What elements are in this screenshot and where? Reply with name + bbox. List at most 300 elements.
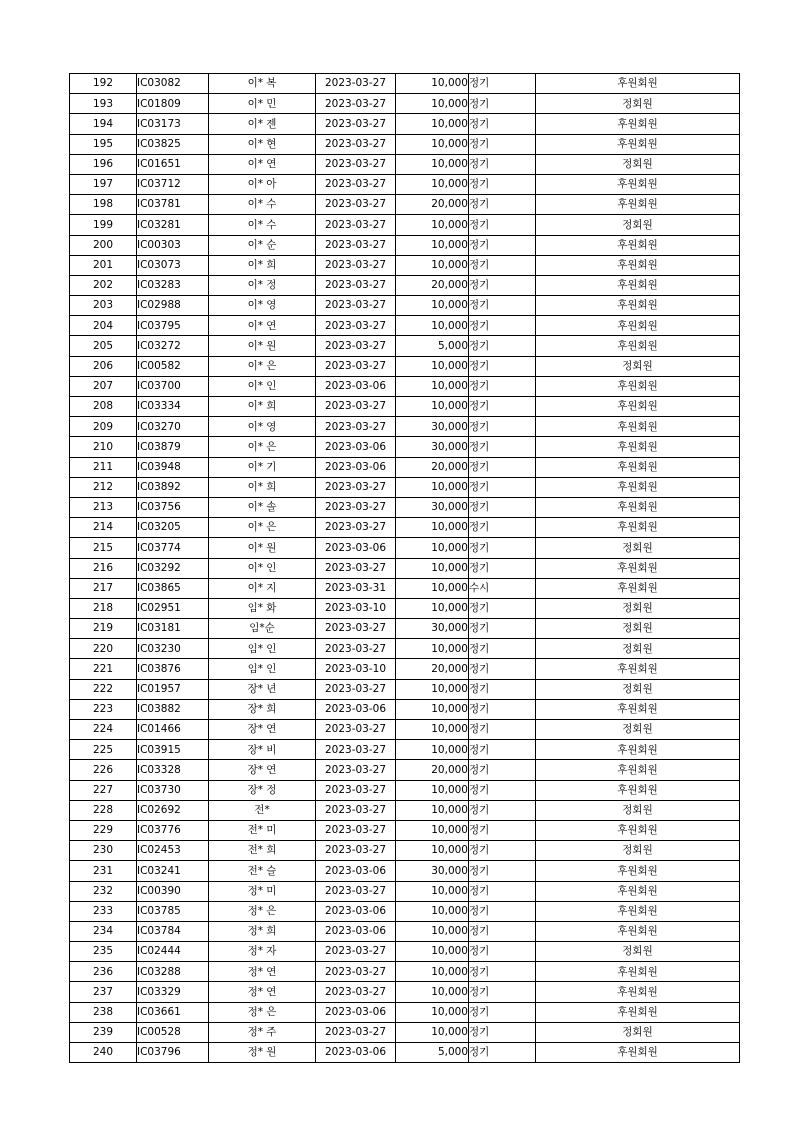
member-id-cell: IC01809 xyxy=(137,94,209,114)
member-id-cell: IC02951 xyxy=(137,598,209,618)
table-row xyxy=(70,720,740,740)
donation-type-cell: 정기 xyxy=(469,94,536,114)
member-id-cell: IC03329 xyxy=(137,982,209,1002)
member-id-cell: IC03272 xyxy=(137,336,209,356)
table-row xyxy=(70,94,740,114)
row-number-cell: 216 xyxy=(70,558,137,578)
row-number-cell: 234 xyxy=(70,921,137,941)
member-name-cell: 이* 연 xyxy=(209,154,316,174)
member-class-cell: 후원회원 xyxy=(536,174,740,194)
donation-date-cell: 2023-03-27 xyxy=(316,74,396,94)
donation-type-cell: 정기 xyxy=(469,154,536,174)
table-body xyxy=(70,74,740,1063)
table-row xyxy=(70,397,740,417)
table-row xyxy=(70,174,740,194)
member-class-cell: 정회원 xyxy=(536,942,740,962)
table-row xyxy=(70,982,740,1002)
table-row xyxy=(70,477,740,497)
donation-type-cell: 정기 xyxy=(469,134,536,154)
donation-date-cell: 2023-03-06 xyxy=(316,437,396,457)
donation-date-cell: 2023-03-27 xyxy=(316,740,396,760)
member-name-cell: 이* 복 xyxy=(209,74,316,94)
donation-date-cell: 2023-03-27 xyxy=(316,397,396,417)
row-number-cell: 229 xyxy=(70,820,137,840)
donation-amount-cell: 10,000 xyxy=(396,316,469,336)
donation-date-cell: 2023-03-06 xyxy=(316,861,396,881)
member-id-cell: IC03073 xyxy=(137,255,209,275)
row-number-cell: 211 xyxy=(70,457,137,477)
donation-type-cell: 정기 xyxy=(469,417,536,437)
donation-type-cell: 정기 xyxy=(469,881,536,901)
member-id-cell: IC03292 xyxy=(137,558,209,578)
donation-amount-cell: 20,000 xyxy=(396,457,469,477)
member-id-cell: IC03876 xyxy=(137,659,209,679)
donation-date-cell: 2023-03-27 xyxy=(316,255,396,275)
member-name-cell: 이* 연 xyxy=(209,316,316,336)
table-row xyxy=(70,356,740,376)
donation-type-cell: 정기 xyxy=(469,659,536,679)
row-number-cell: 224 xyxy=(70,720,137,740)
donation-type-cell: 정기 xyxy=(469,760,536,780)
member-id-cell: IC03948 xyxy=(137,457,209,477)
donation-amount-cell: 10,000 xyxy=(396,841,469,861)
donation-type-cell: 정기 xyxy=(469,1022,536,1042)
member-class-cell: 후원회원 xyxy=(536,275,740,295)
row-number-cell: 214 xyxy=(70,518,137,538)
member-id-cell: IC03230 xyxy=(137,639,209,659)
donation-type-cell: 정기 xyxy=(469,841,536,861)
donation-type-cell: 정기 xyxy=(469,639,536,659)
donation-type-cell: 정기 xyxy=(469,679,536,699)
table-row xyxy=(70,861,740,881)
member-name-cell: 이* 민 xyxy=(209,94,316,114)
table-row xyxy=(70,437,740,457)
member-name-cell: 이* 원 xyxy=(209,336,316,356)
donation-amount-cell: 10,000 xyxy=(396,356,469,376)
donation-date-cell: 2023-03-27 xyxy=(316,800,396,820)
row-number-cell: 235 xyxy=(70,942,137,962)
member-class-cell: 후원회원 xyxy=(536,518,740,538)
row-number-cell: 219 xyxy=(70,619,137,639)
member-name-cell: 이* 젠 xyxy=(209,114,316,134)
member-id-cell: IC03281 xyxy=(137,215,209,235)
donation-type-cell: 정기 xyxy=(469,336,536,356)
table-row xyxy=(70,780,740,800)
table-row xyxy=(70,235,740,255)
donation-type-cell: 정기 xyxy=(469,820,536,840)
member-id-cell: IC03915 xyxy=(137,740,209,760)
member-name-cell: 이* 원 xyxy=(209,538,316,558)
donation-amount-cell: 10,000 xyxy=(396,699,469,719)
member-name-cell: 정* 은 xyxy=(209,1002,316,1022)
row-number-cell: 239 xyxy=(70,1022,137,1042)
row-number-cell: 210 xyxy=(70,437,137,457)
member-class-cell: 후원회원 xyxy=(536,861,740,881)
donation-amount-cell: 10,000 xyxy=(396,134,469,154)
member-class-cell: 후원회원 xyxy=(536,114,740,134)
member-class-cell: 후원회원 xyxy=(536,376,740,396)
member-class-cell: 후원회원 xyxy=(536,195,740,215)
donation-amount-cell: 10,000 xyxy=(396,578,469,598)
donation-amount-cell: 10,000 xyxy=(396,901,469,921)
member-id-cell: IC03882 xyxy=(137,699,209,719)
donation-date-cell: 2023-03-27 xyxy=(316,235,396,255)
member-class-cell: 후원회원 xyxy=(536,780,740,800)
member-name-cell: 정* 은 xyxy=(209,901,316,921)
member-id-cell: IC03825 xyxy=(137,134,209,154)
table-row xyxy=(70,296,740,316)
member-class-cell: 후원회원 xyxy=(536,235,740,255)
row-number-cell: 232 xyxy=(70,881,137,901)
member-id-cell: IC03334 xyxy=(137,397,209,417)
donation-date-cell: 2023-03-27 xyxy=(316,820,396,840)
table-row xyxy=(70,619,740,639)
row-number-cell: 230 xyxy=(70,841,137,861)
table-row xyxy=(70,74,740,94)
member-class-cell: 정회원 xyxy=(536,538,740,558)
member-name-cell: 이* 순 xyxy=(209,235,316,255)
donation-date-cell: 2023-03-06 xyxy=(316,1002,396,1022)
donation-amount-cell: 10,000 xyxy=(396,174,469,194)
member-id-cell: IC03712 xyxy=(137,174,209,194)
member-class-cell: 후원회원 xyxy=(536,417,740,437)
table-row xyxy=(70,336,740,356)
table-row xyxy=(70,639,740,659)
member-class-cell: 후원회원 xyxy=(536,134,740,154)
donation-date-cell: 2023-03-27 xyxy=(316,881,396,901)
member-id-cell: IC03082 xyxy=(137,74,209,94)
donation-date-cell: 2023-03-27 xyxy=(316,497,396,517)
row-number-cell: 209 xyxy=(70,417,137,437)
member-class-cell: 후원회원 xyxy=(536,1043,740,1063)
member-name-cell: 이* 은 xyxy=(209,356,316,376)
table-row xyxy=(70,195,740,215)
member-class-cell: 후원회원 xyxy=(536,316,740,336)
row-number-cell: 208 xyxy=(70,397,137,417)
member-name-cell: 전* 희 xyxy=(209,841,316,861)
row-number-cell: 207 xyxy=(70,376,137,396)
row-number-cell: 220 xyxy=(70,639,137,659)
member-id-cell: IC03205 xyxy=(137,518,209,538)
donation-amount-cell: 10,000 xyxy=(396,1022,469,1042)
donation-date-cell: 2023-03-27 xyxy=(316,760,396,780)
donation-amount-cell: 30,000 xyxy=(396,497,469,517)
member-id-cell: IC01466 xyxy=(137,720,209,740)
donation-amount-cell: 20,000 xyxy=(396,760,469,780)
donation-date-cell: 2023-03-27 xyxy=(316,962,396,982)
table-row xyxy=(70,154,740,174)
member-class-cell: 후원회원 xyxy=(536,74,740,94)
donation-amount-cell: 30,000 xyxy=(396,861,469,881)
donation-amount-cell: 10,000 xyxy=(396,477,469,497)
member-class-cell: 후원회원 xyxy=(536,921,740,941)
member-name-cell: 정* 주 xyxy=(209,1022,316,1042)
donation-date-cell: 2023-03-27 xyxy=(316,195,396,215)
donation-amount-cell: 10,000 xyxy=(396,720,469,740)
table-row xyxy=(70,881,740,901)
member-class-cell: 정회원 xyxy=(536,598,740,618)
donation-date-cell: 2023-03-27 xyxy=(316,477,396,497)
donation-type-cell: 수시 xyxy=(469,578,536,598)
donation-type-cell: 정기 xyxy=(469,699,536,719)
donation-date-cell: 2023-03-27 xyxy=(316,841,396,861)
donation-amount-cell: 10,000 xyxy=(396,114,469,134)
member-class-cell: 후원회원 xyxy=(536,457,740,477)
row-number-cell: 213 xyxy=(70,497,137,517)
table-row xyxy=(70,740,740,760)
member-id-cell: IC03283 xyxy=(137,275,209,295)
member-class-cell: 후원회원 xyxy=(536,255,740,275)
donation-type-cell: 정기 xyxy=(469,901,536,921)
member-id-cell: IC03785 xyxy=(137,901,209,921)
member-id-cell: IC03241 xyxy=(137,861,209,881)
table-row xyxy=(70,518,740,538)
table-row xyxy=(70,417,740,437)
row-number-cell: 194 xyxy=(70,114,137,134)
table-row xyxy=(70,1022,740,1042)
member-class-cell: 후원회원 xyxy=(536,740,740,760)
donation-amount-cell: 10,000 xyxy=(396,598,469,618)
donation-amount-cell: 20,000 xyxy=(396,659,469,679)
donation-amount-cell: 10,000 xyxy=(396,296,469,316)
donation-type-cell: 정기 xyxy=(469,1002,536,1022)
donation-date-cell: 2023-03-27 xyxy=(316,215,396,235)
table-row xyxy=(70,538,740,558)
donation-date-cell: 2023-03-27 xyxy=(316,982,396,1002)
member-id-cell: IC01957 xyxy=(137,679,209,699)
member-name-cell: 전* 미 xyxy=(209,820,316,840)
row-number-cell: 204 xyxy=(70,316,137,336)
member-class-cell: 정회원 xyxy=(536,94,740,114)
member-id-cell: IC03892 xyxy=(137,477,209,497)
donation-amount-cell: 10,000 xyxy=(396,921,469,941)
table-row xyxy=(70,316,740,336)
donation-amount-cell: 5,000 xyxy=(396,1043,469,1063)
donation-date-cell: 2023-03-06 xyxy=(316,538,396,558)
donation-amount-cell: 10,000 xyxy=(396,558,469,578)
member-class-cell: 후원회원 xyxy=(536,881,740,901)
donation-date-cell: 2023-03-27 xyxy=(316,619,396,639)
donation-amount-cell: 10,000 xyxy=(396,74,469,94)
member-name-cell: 전* xyxy=(209,800,316,820)
donation-type-cell: 정기 xyxy=(469,356,536,376)
donation-date-cell: 2023-03-27 xyxy=(316,720,396,740)
member-name-cell: 이* 인 xyxy=(209,558,316,578)
member-class-cell: 후원회원 xyxy=(536,659,740,679)
member-name-cell: 정* 미 xyxy=(209,881,316,901)
table-row xyxy=(70,497,740,517)
donation-date-cell: 2023-03-27 xyxy=(316,154,396,174)
member-class-cell: 정회원 xyxy=(536,800,740,820)
donor-table xyxy=(69,73,740,1063)
member-id-cell: IC03756 xyxy=(137,497,209,517)
member-class-cell: 후원회원 xyxy=(536,820,740,840)
member-name-cell: 장* 비 xyxy=(209,740,316,760)
row-number-cell: 192 xyxy=(70,74,137,94)
donation-type-cell: 정기 xyxy=(469,619,536,639)
table-row xyxy=(70,760,740,780)
table-row xyxy=(70,841,740,861)
member-id-cell: IC03730 xyxy=(137,780,209,800)
row-number-cell: 205 xyxy=(70,336,137,356)
member-id-cell: IC03181 xyxy=(137,619,209,639)
row-number-cell: 198 xyxy=(70,195,137,215)
row-number-cell: 199 xyxy=(70,215,137,235)
member-class-cell: 후원회원 xyxy=(536,497,740,517)
donation-amount-cell: 10,000 xyxy=(396,255,469,275)
member-id-cell: IC03328 xyxy=(137,760,209,780)
member-name-cell: 임* 인 xyxy=(209,639,316,659)
donation-type-cell: 정기 xyxy=(469,921,536,941)
member-name-cell: 이* 은 xyxy=(209,518,316,538)
donation-date-cell: 2023-03-06 xyxy=(316,457,396,477)
member-id-cell: IC01651 xyxy=(137,154,209,174)
donation-type-cell: 정기 xyxy=(469,962,536,982)
donation-type-cell: 정기 xyxy=(469,477,536,497)
table-row xyxy=(70,921,740,941)
member-name-cell: 이* 희 xyxy=(209,477,316,497)
member-name-cell: 이* 은 xyxy=(209,437,316,457)
member-name-cell: 이* 현 xyxy=(209,134,316,154)
table-row xyxy=(70,679,740,699)
donation-type-cell: 정기 xyxy=(469,74,536,94)
member-id-cell: IC03774 xyxy=(137,538,209,558)
row-number-cell: 196 xyxy=(70,154,137,174)
donation-type-cell: 정기 xyxy=(469,800,536,820)
member-name-cell: 전* 슬 xyxy=(209,861,316,881)
row-number-cell: 225 xyxy=(70,740,137,760)
member-class-cell: 후원회원 xyxy=(536,982,740,1002)
member-name-cell: 이* 영 xyxy=(209,296,316,316)
donation-type-cell: 정기 xyxy=(469,376,536,396)
member-class-cell: 후원회원 xyxy=(536,962,740,982)
row-number-cell: 221 xyxy=(70,659,137,679)
table-row xyxy=(70,457,740,477)
donation-amount-cell: 10,000 xyxy=(396,962,469,982)
donation-date-cell: 2023-03-27 xyxy=(316,679,396,699)
donation-amount-cell: 10,000 xyxy=(396,1002,469,1022)
member-name-cell: 이* 인 xyxy=(209,376,316,396)
donation-amount-cell: 10,000 xyxy=(396,740,469,760)
table-row xyxy=(70,114,740,134)
member-id-cell: IC00582 xyxy=(137,356,209,376)
member-name-cell: 장* 연 xyxy=(209,760,316,780)
row-number-cell: 228 xyxy=(70,800,137,820)
table-row xyxy=(70,1043,740,1063)
member-id-cell: IC03879 xyxy=(137,437,209,457)
donation-date-cell: 2023-03-27 xyxy=(316,296,396,316)
member-id-cell: IC00390 xyxy=(137,881,209,901)
donation-date-cell: 2023-03-10 xyxy=(316,659,396,679)
donation-amount-cell: 20,000 xyxy=(396,275,469,295)
donation-type-cell: 정기 xyxy=(469,437,536,457)
row-number-cell: 195 xyxy=(70,134,137,154)
donation-date-cell: 2023-03-27 xyxy=(316,114,396,134)
member-class-cell: 후원회원 xyxy=(536,558,740,578)
donation-type-cell: 정기 xyxy=(469,538,536,558)
member-id-cell: IC02988 xyxy=(137,296,209,316)
donation-type-cell: 정기 xyxy=(469,215,536,235)
donation-date-cell: 2023-03-27 xyxy=(316,336,396,356)
donation-date-cell: 2023-03-06 xyxy=(316,921,396,941)
member-name-cell: 임*순 xyxy=(209,619,316,639)
member-class-cell: 정회원 xyxy=(536,154,740,174)
donation-date-cell: 2023-03-27 xyxy=(316,275,396,295)
donation-date-cell: 2023-03-31 xyxy=(316,578,396,598)
table-row xyxy=(70,962,740,982)
member-name-cell: 정* 연 xyxy=(209,962,316,982)
donation-amount-cell: 10,000 xyxy=(396,94,469,114)
donation-type-cell: 정기 xyxy=(469,174,536,194)
member-class-cell: 정회원 xyxy=(536,215,740,235)
member-id-cell: IC03270 xyxy=(137,417,209,437)
donation-type-cell: 정기 xyxy=(469,720,536,740)
donation-amount-cell: 10,000 xyxy=(396,820,469,840)
donation-amount-cell: 10,000 xyxy=(396,518,469,538)
table-row xyxy=(70,578,740,598)
table-row xyxy=(70,1002,740,1022)
member-name-cell: 장* 연 xyxy=(209,720,316,740)
member-name-cell: 정* 연 xyxy=(209,982,316,1002)
donation-amount-cell: 30,000 xyxy=(396,619,469,639)
donation-amount-cell: 10,000 xyxy=(396,538,469,558)
row-number-cell: 223 xyxy=(70,699,137,719)
member-class-cell: 정회원 xyxy=(536,619,740,639)
donation-amount-cell: 10,000 xyxy=(396,376,469,396)
donation-type-cell: 정기 xyxy=(469,316,536,336)
donation-amount-cell: 10,000 xyxy=(396,235,469,255)
donation-type-cell: 정기 xyxy=(469,518,536,538)
donation-type-cell: 정기 xyxy=(469,457,536,477)
member-id-cell: IC03776 xyxy=(137,820,209,840)
member-class-cell: 후원회원 xyxy=(536,296,740,316)
member-name-cell: 이* 솔 xyxy=(209,497,316,517)
donation-type-cell: 정기 xyxy=(469,982,536,1002)
donation-type-cell: 정기 xyxy=(469,255,536,275)
row-number-cell: 203 xyxy=(70,296,137,316)
table-row xyxy=(70,699,740,719)
member-class-cell: 정회원 xyxy=(536,841,740,861)
donation-amount-cell: 10,000 xyxy=(396,881,469,901)
donation-amount-cell: 10,000 xyxy=(396,982,469,1002)
donation-type-cell: 정기 xyxy=(469,296,536,316)
member-id-cell: IC03781 xyxy=(137,195,209,215)
donation-date-cell: 2023-03-27 xyxy=(316,174,396,194)
donation-date-cell: 2023-03-06 xyxy=(316,1043,396,1063)
donation-type-cell: 정기 xyxy=(469,942,536,962)
member-id-cell: IC03865 xyxy=(137,578,209,598)
donation-date-cell: 2023-03-27 xyxy=(316,780,396,800)
row-number-cell: 215 xyxy=(70,538,137,558)
member-class-cell: 후원회원 xyxy=(536,760,740,780)
donation-type-cell: 정기 xyxy=(469,1043,536,1063)
table-row xyxy=(70,376,740,396)
donation-type-cell: 정기 xyxy=(469,558,536,578)
row-number-cell: 193 xyxy=(70,94,137,114)
row-number-cell: 240 xyxy=(70,1043,137,1063)
member-class-cell: 정회원 xyxy=(536,679,740,699)
row-number-cell: 236 xyxy=(70,962,137,982)
row-number-cell: 238 xyxy=(70,1002,137,1022)
member-class-cell: 정회원 xyxy=(536,639,740,659)
row-number-cell: 226 xyxy=(70,760,137,780)
donation-date-cell: 2023-03-27 xyxy=(316,134,396,154)
member-name-cell: 정* 자 xyxy=(209,942,316,962)
row-number-cell: 201 xyxy=(70,255,137,275)
member-name-cell: 장* 정 xyxy=(209,780,316,800)
member-class-cell: 후원회원 xyxy=(536,578,740,598)
member-id-cell: IC03796 xyxy=(137,1043,209,1063)
